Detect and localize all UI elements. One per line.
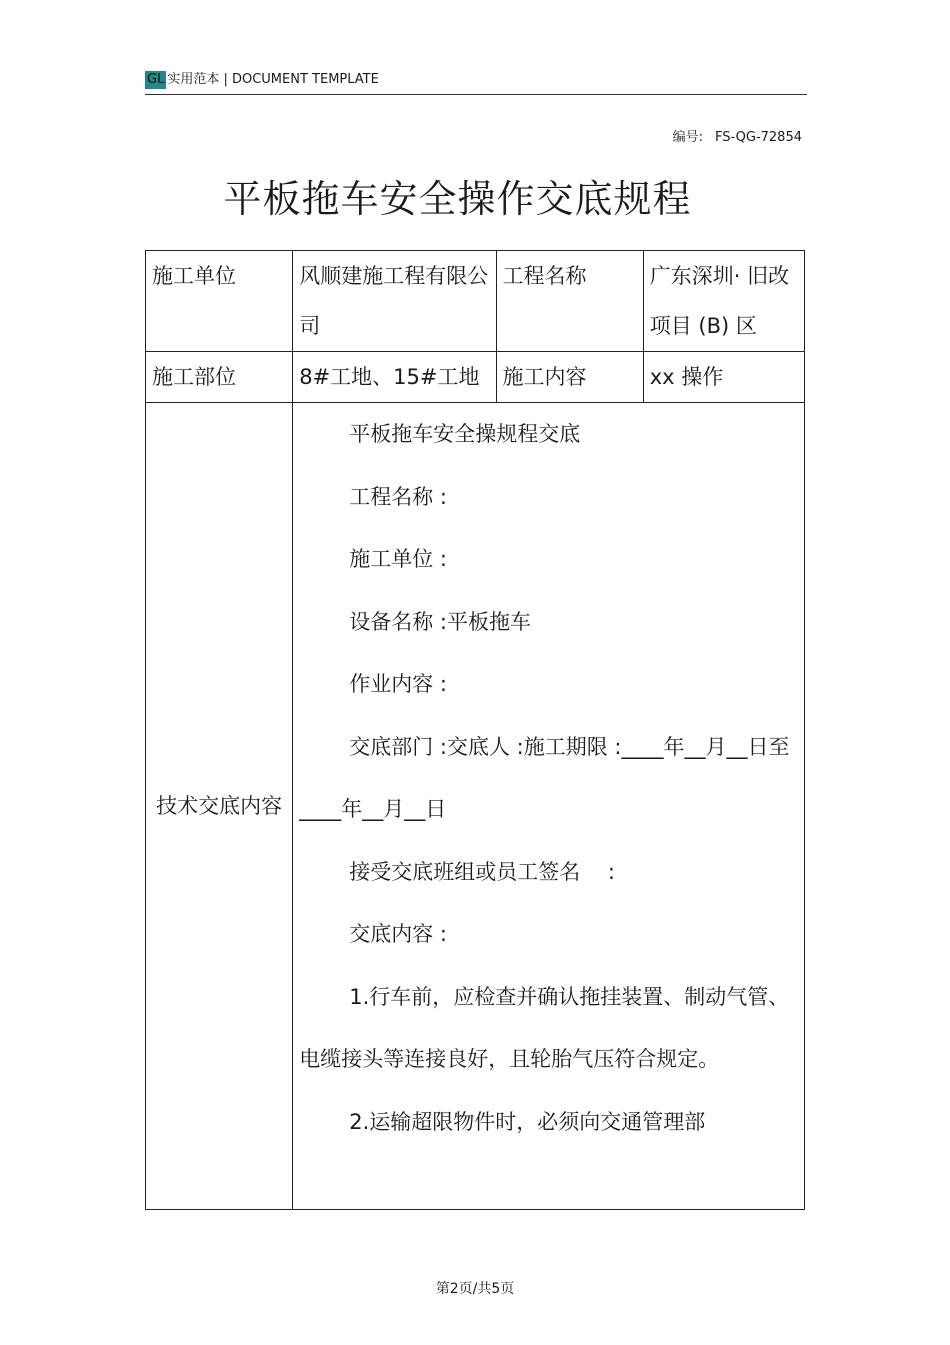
briefing-table xyxy=(145,250,805,1210)
table-row xyxy=(146,352,805,403)
content-line: 交底内容 : xyxy=(349,922,447,946)
unit-label: 施工单位 xyxy=(146,251,293,352)
part-label: 施工部位 xyxy=(146,352,293,403)
page-footer: 第2页/共5页 xyxy=(435,1281,515,1297)
content-line: 1.行车前，应检查并确认拖挂装置、制动气管、电缆接头等连接良好，且轮胎气压符合规定。 xyxy=(299,984,790,1071)
table-row xyxy=(146,403,805,1210)
document-number-label: 编号: xyxy=(672,130,703,145)
project-label: 工程名称 xyxy=(496,251,643,352)
content-line: 平板拖车安全操规程交底 xyxy=(349,422,581,446)
part-value: 8#工地、15#工地 xyxy=(293,352,496,403)
document-number xyxy=(673,126,802,145)
content-line: 施工单位 : xyxy=(349,547,447,571)
content-line: 作业内容 : xyxy=(349,672,447,696)
content-line: 设备名称 :平板拖车 xyxy=(349,609,531,634)
content-line: 交底部门 :交底人 :施工期限 :____年__月__日至 ____年__月__日 xyxy=(299,734,790,821)
header-text: 实用范本 | DOCUMENT TEMPLATE xyxy=(167,72,379,87)
technical-content xyxy=(293,403,805,1210)
content-line: 2.运输超限物件时，必须向交通管理部 xyxy=(349,1109,706,1134)
logo-badge: GL xyxy=(147,72,165,87)
document-number-value: FS-QG-72854 xyxy=(714,130,802,145)
unit-value: 风顺建施工程有限公司 xyxy=(293,251,496,352)
page-header xyxy=(145,70,807,95)
project-value: 广东深圳· 旧改项目 (B) 区 xyxy=(643,251,804,352)
table-row xyxy=(146,251,805,352)
content-label: 施工内容 xyxy=(496,352,643,403)
content-line: 接受交底班组或员工签名 : xyxy=(349,859,615,884)
technical-content-label: 技术交底内容 xyxy=(146,403,293,1210)
content-line: 工程名称 : xyxy=(349,484,447,509)
page-title: 平板拖车安全操作交底规程 xyxy=(223,177,692,221)
content-value: xx 操作 xyxy=(643,352,804,403)
